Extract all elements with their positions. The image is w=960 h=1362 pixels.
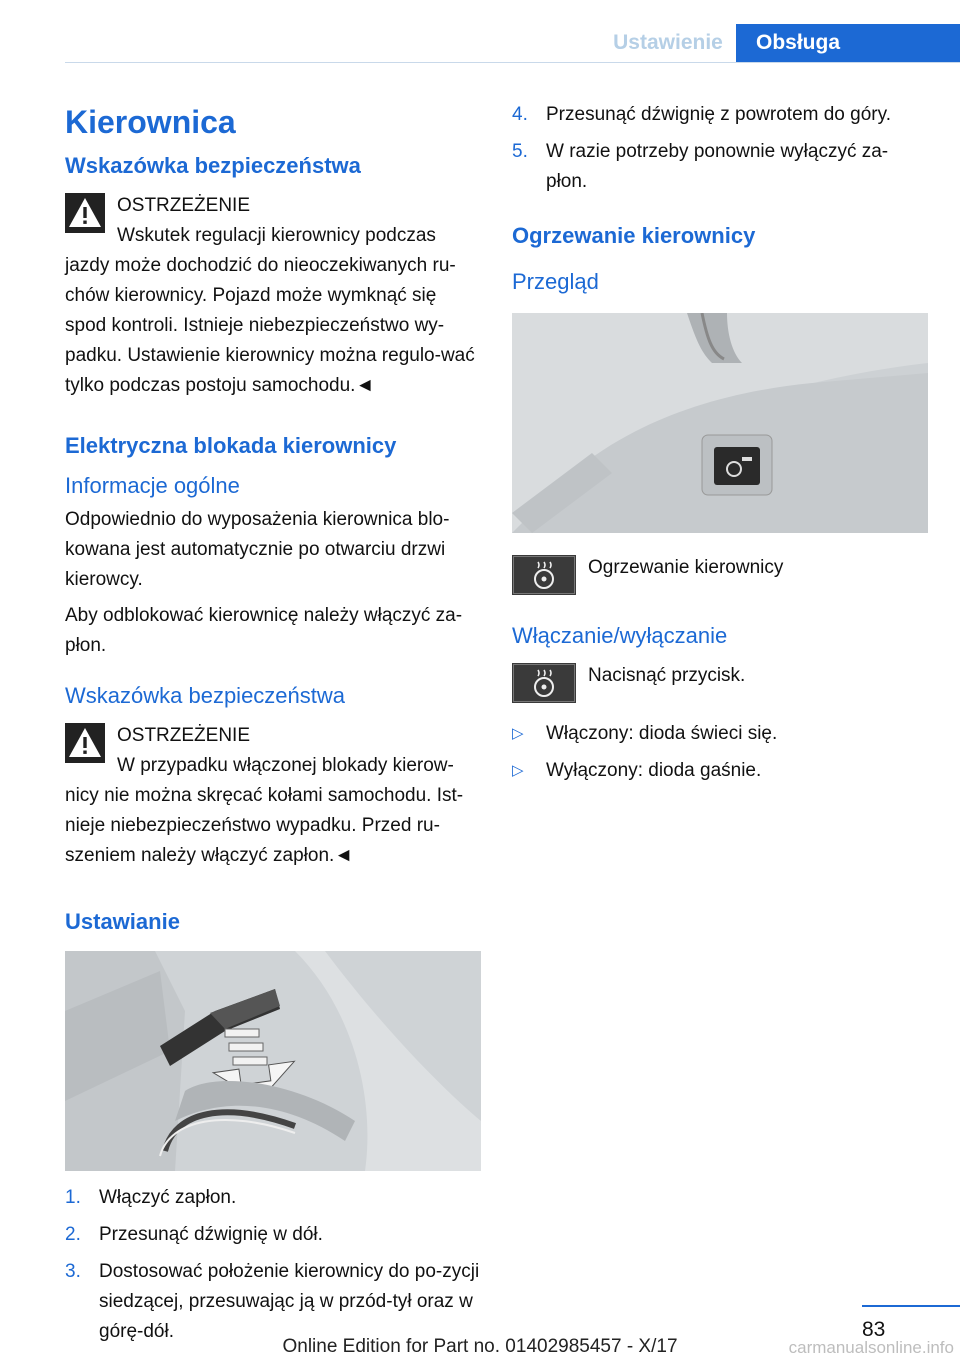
bullet-triangle-icon: ▷ bbox=[512, 725, 524, 742]
list-item bbox=[65, 1183, 481, 1213]
warning-title-2: OSTRZEŻENIE bbox=[117, 725, 251, 746]
safety-heading-1: Wskazówka bezpieczeństwa bbox=[65, 153, 361, 178]
warning-text-2: W przypadku włączonej blokady kierow-nicy nie można skręcać kołami samochodu. Ist-nieje niebezpieczeństwo wypadku. Przed ru-szeniem należy włączyć zapłon.◄ bbox=[65, 755, 464, 866]
onoff-bullets bbox=[512, 719, 928, 786]
warning-box-2 bbox=[65, 721, 481, 871]
header-rule bbox=[65, 62, 960, 63]
adjust-heading: Ustawianie bbox=[65, 909, 180, 934]
adjust-steps-list-cont bbox=[512, 100, 928, 197]
step-number: 1. bbox=[65, 1187, 81, 1208]
right-column bbox=[512, 100, 928, 793]
bullet-text: Włączony: dioda świeci się. bbox=[546, 723, 778, 744]
lock-subheading: Informacje ogólne bbox=[65, 473, 240, 498]
heating-heading: Ogrzewanie kierownicy bbox=[512, 223, 756, 248]
warning-triangle-icon bbox=[65, 723, 105, 763]
page-title: Kierownica bbox=[65, 104, 236, 140]
step-text: W razie potrzeby ponownie wyłączyć za-płon. bbox=[546, 141, 889, 192]
step-number: 3. bbox=[65, 1261, 81, 1282]
header-chapter-tab[interactable]: Obsługa bbox=[736, 24, 960, 62]
onoff-instruction: Nacisnąć przycisk. bbox=[588, 665, 746, 686]
step-number: 5. bbox=[512, 141, 528, 162]
watermark: carmanualsonline.info bbox=[788, 1338, 954, 1357]
warning-text-1: Wskutek regulacji kierownicy podczas jazdy może dochodzić do nieoczekiwanych ru-chów kierownicy. Pojazd może wymknąć się spod kontroli. Istnieje niebezpieczeństwo wy-padku. Ustawienie kierownicy można regulo-wać tylko podczas postoju samochodu.◄ bbox=[65, 225, 475, 396]
lock-heading: Elektryczna blokada kierownicy bbox=[65, 433, 397, 458]
bullet-text: Wyłączony: dioda gaśnie. bbox=[546, 760, 762, 781]
left-column bbox=[65, 96, 481, 1354]
heating-button-label: Ogrzewanie kierownicy bbox=[588, 557, 784, 578]
steering-wheel-heating-button-icon bbox=[512, 663, 576, 703]
step-number: 4. bbox=[512, 104, 528, 125]
list-item bbox=[65, 1220, 481, 1250]
list-item bbox=[65, 1257, 481, 1347]
steering-wheel-heating-button-icon bbox=[512, 555, 576, 595]
step-text: Przesunąć dźwignię z powrotem do góry. bbox=[546, 104, 891, 125]
header-section-tab[interactable]: Ustawienie bbox=[613, 31, 723, 54]
onoff-heading: Włączanie/wyłączanie bbox=[512, 623, 728, 648]
list-item bbox=[512, 719, 928, 749]
heating-button-photo bbox=[512, 313, 928, 533]
safety-heading-2: Wskazówka bezpieczeństwa bbox=[65, 683, 346, 708]
list-item bbox=[512, 137, 928, 197]
list-item bbox=[512, 100, 928, 130]
list-item bbox=[512, 756, 928, 786]
steering-column-lever-photo bbox=[65, 951, 481, 1171]
warning-box-1 bbox=[65, 191, 481, 401]
step-text: Przesunąć dźwignię w dół. bbox=[99, 1224, 323, 1245]
step-number: 2. bbox=[65, 1224, 81, 1245]
bullet-triangle-icon: ▷ bbox=[512, 762, 524, 779]
heating-button-row bbox=[512, 553, 928, 595]
step-text: Włączyć zapłon. bbox=[99, 1187, 237, 1208]
footer-rule bbox=[862, 1305, 960, 1307]
adjust-steps-list bbox=[65, 1183, 481, 1347]
page-number: 83 bbox=[862, 1318, 886, 1341]
onoff-row bbox=[512, 661, 928, 703]
warning-title-1: OSTRZEŻENIE bbox=[117, 195, 251, 216]
warning-triangle-icon bbox=[65, 193, 105, 233]
footer-edition: Online Edition for Part no. 01402985457 - X/17 bbox=[282, 1336, 678, 1357]
heating-overview-heading: Przegląd bbox=[512, 269, 599, 294]
lock-paragraph-1: Odpowiednio do wyposażenia kierownica blo-kowana jest automatycznie po otwarciu drzwi kierowcy. bbox=[65, 509, 450, 590]
lock-paragraph-2: Aby odblokować kierownicę należy włączyć za-płon. bbox=[65, 605, 463, 656]
step-text: Dostosować położenie kierownicy do po-zycji siedzącej, przesuwając ją w przód-tył oraz w górę-dół. bbox=[99, 1261, 480, 1342]
